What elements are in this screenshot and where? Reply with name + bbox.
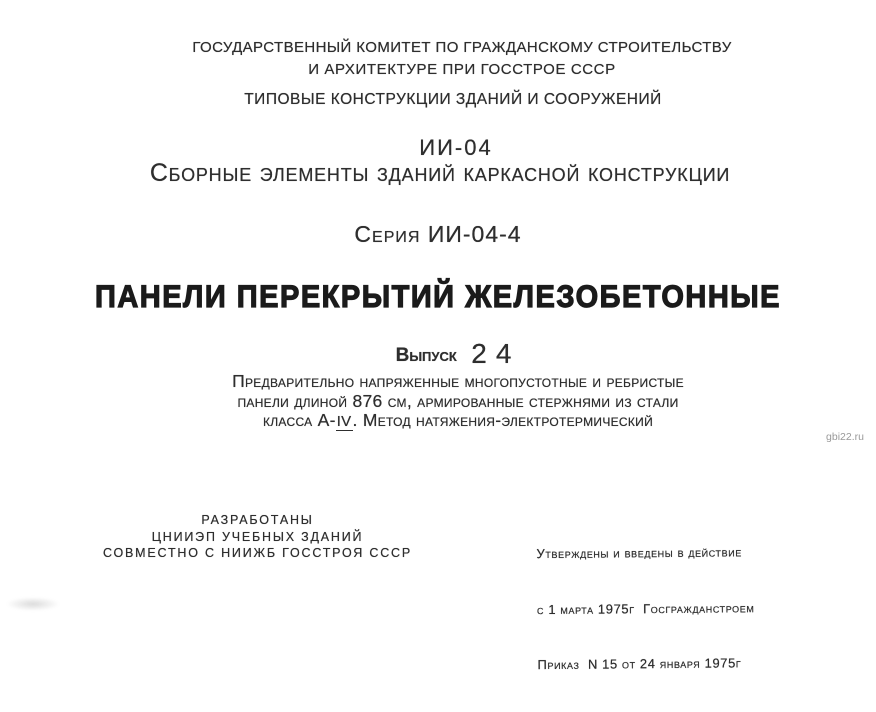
site-watermark: gbi22.ru — [826, 431, 864, 443]
series-code: ИИ-04 — [419, 135, 493, 160]
approval-block — [536, 506, 798, 712]
description-paragraph — [40, 372, 876, 432]
description-line-2: панели длиной 876 см, армированные стержнями из стали — [237, 390, 679, 411]
organization-line-2: И АРХИТЕКТУРЕ ПРИ ГОССТРОЕ СССР — [308, 61, 616, 78]
series-label-value: ИИ-04-4 — [427, 221, 522, 247]
description-line-3-suffix: . Метод натяжения-электротермический — [352, 410, 654, 430]
scan-smudge — [6, 597, 60, 611]
series-name: Сборные элементы зданий каркасной конструкции — [149, 159, 731, 187]
developed-by-line-1: РАЗРАБОТАНЫ — [201, 513, 314, 527]
issue-label: Выпуск — [395, 345, 457, 366]
developed-by-line-2: ЦНИИЭП УЧЕБНЫХ ЗДАНИЙ — [151, 529, 364, 544]
developed-by-block — [100, 512, 415, 562]
developed-by-line-3: СОВМЕСТНО С НИИЖБ ГОССТРОЯ СССР — [102, 546, 413, 560]
description-line-3 — [40, 411, 876, 432]
approval-line-1: Утверждены и введены в действие — [536, 544, 742, 562]
approval-line-3: Приказ N 15 от 24 января 1975г — [537, 655, 742, 673]
organization-line-1: ГОСУДАРСТВЕННЫЙ КОМИТЕТ ПО ГРАЖДАНСКОМУ СТРОИТЕЛЬСТВУ — [192, 39, 732, 56]
approval-line-2: с 1 марта 1975г Госгражданстроем — [536, 599, 755, 617]
steel-class-roman-numeral: IV — [336, 413, 352, 430]
main-title: ПАНЕЛИ ПЕРЕКРЫТИЙ ЖЕЛЕЗОБЕТОННЫЕ — [94, 280, 782, 315]
series-label — [0, 221, 876, 248]
issue-line — [40, 338, 876, 370]
collection-title: ТИПОВЫЕ КОНСТРУКЦИИ ЗДАНИЙ И СООРУЖЕНИЙ — [244, 91, 662, 108]
description-line-1: Предварительно напряженные многопустотные и ребристые — [232, 371, 684, 391]
issue-number: 24 — [471, 338, 521, 369]
description-line-3-prefix: класса А- — [262, 410, 336, 430]
series-label-prefix: Серия — [354, 221, 421, 247]
